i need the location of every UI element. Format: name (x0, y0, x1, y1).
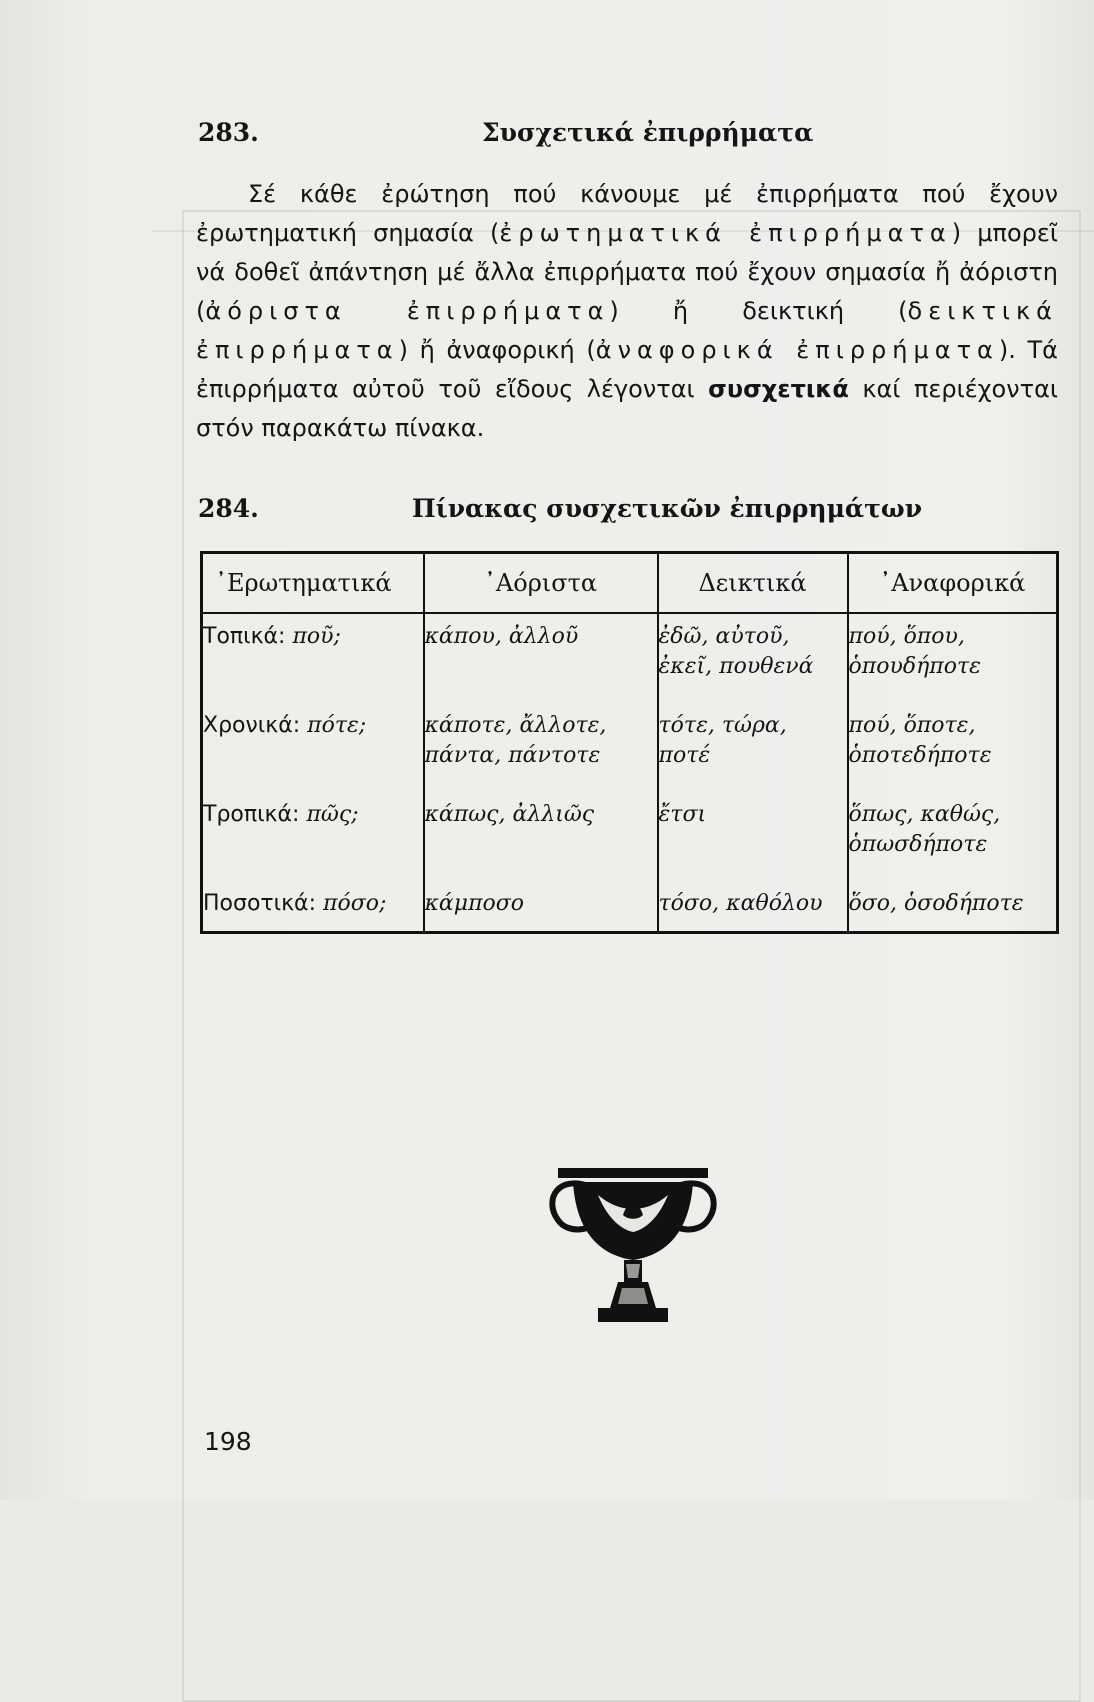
section-283-paragraph: Σέ κάθε ἐρώτηση πού κάνουμε μέ ἐπιρρήματα πού ἔχουν ἐρωτηματική σημασία (ἐρωτηματικά ἐπιρρήματα) μπορεῖ νά δοθεῖ ἀπάντηση μέ ἄλλα ἐπιρρήματα πού ἔχουν σημασία ἤ ἀόριστη (ἀόριστα ἐπιρρήματα) ἤ δεικτική (δεικτικά ἐπιρρήματα) ἤ ἀναφορική (ἀναφορικά ἐπιρρήματα). Τά ἐπιρρήματα αὐτοῦ τοῦ εἴδους λέγονται συσχετικά καί περιέχονται στόν παρακάτω πίνακα. (196, 180, 1059, 442)
cell-indefinite: κάπως, ἀλλιῶς (424, 792, 658, 881)
cell-indefinite: κάποτε, ἄλλοτε, πάντα, πάντοτε (424, 703, 658, 792)
section-284-title: Πίνακας συσχετικῶν ἐπιρρημάτων (412, 494, 923, 523)
header-indefinite: ᾿Αόριστα (424, 553, 658, 614)
section-283-title: Συσχετικά ἐπιρρήματα (482, 118, 814, 147)
header-interrogative: ᾿Ερωτηματικά (202, 553, 424, 614)
cell-demonstrative: ἐδῶ, αὐτοῦ, ἐκεῖ, πουθενά (658, 613, 848, 703)
cell-demonstrative: ἔτσι (658, 792, 848, 881)
table-row (202, 792, 1058, 881)
row-label-temporal: Χρονικά: πότε; (202, 703, 424, 792)
row-label-quantity: Ποσοτικά: πόσο; (202, 881, 424, 933)
section-284-number: 284. (198, 494, 259, 523)
header-relative: ᾿Αναφορικά (848, 553, 1058, 614)
cell-indefinite: κάμποσο (424, 881, 658, 933)
table-header-row (202, 553, 1058, 614)
page-number: 198 (204, 1427, 252, 1456)
row-label-manner: Τροπικά: πῶς; (202, 792, 424, 881)
urn-ornament-icon (538, 1160, 728, 1340)
cell-indefinite: κάπου, ἀλλοῦ (424, 613, 658, 703)
table-row (202, 881, 1058, 933)
header-demonstrative: Δεικτικά (658, 553, 848, 614)
cell-relative: ὅσο, ὁσοδήποτε (848, 881, 1058, 933)
cell-relative: ὅπως, καθώς, ὁπωσδήποτε (848, 792, 1058, 881)
table-row (202, 613, 1058, 703)
table-row (202, 703, 1058, 792)
cell-relative: πού, ὅποτε, ὁποτεδήποτε (848, 703, 1058, 792)
row-label-local: Τοπικά: ποῦ; (202, 613, 424, 703)
cell-demonstrative: τόσο, καθόλου (658, 881, 848, 933)
correlative-adverbs-table (200, 551, 1059, 934)
cell-demonstrative: τότε, τώρα, ποτέ (658, 703, 848, 792)
section-283-number: 283. (198, 118, 259, 147)
cell-relative: πού, ὅπου, ὁπουδήποτε (848, 613, 1058, 703)
